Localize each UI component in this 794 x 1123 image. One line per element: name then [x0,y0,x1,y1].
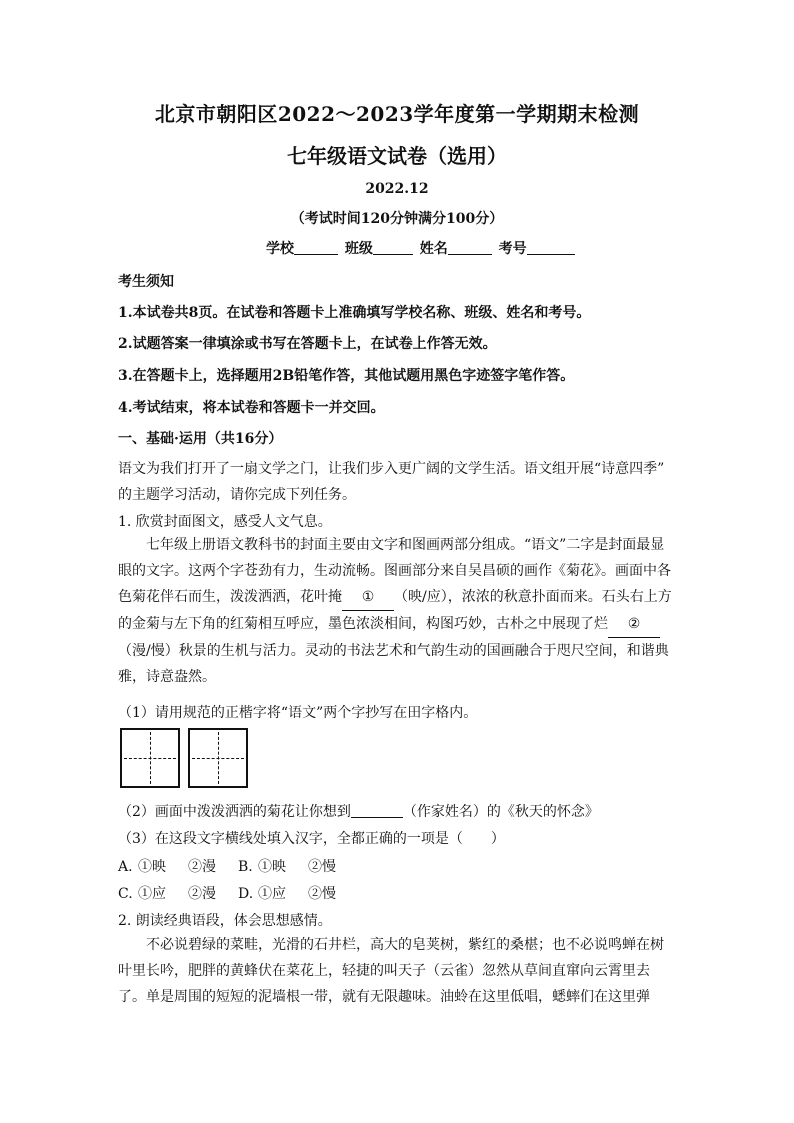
passage-line: 了。单是周围的短短的泥墙根一带，就有无限趣味。油蛉在这里低唱，蟋蟀们在这里弹 [118,989,650,1005]
name-label: 姓名 [419,241,448,257]
passage-line: 不必说碧绿的菜畦，光滑的石井栏，高大的皂荚树，紫红的桑椹；也不必说鸣蝉在树 [146,937,664,953]
option-c-label[interactable]: C. [118,886,133,902]
tianzige-cell[interactable] [120,728,180,788]
author-blank[interactable] [351,803,403,818]
option-c-choice2: ②漫 [188,886,216,902]
exam-duration: （考试时间120分钟满分100分） [290,211,504,227]
class-label: 班级 [344,241,373,257]
student-info-row [266,238,577,258]
passage-text: 色菊花伴石而生，泼泼洒洒，花叶掩 [118,589,342,605]
options-row [118,883,358,903]
section-heading: 一、基础·运用（共16分） [118,431,283,447]
exam-no-label: 考号 [498,241,527,257]
exam-date: 2022.12 [365,181,429,197]
exam-subtitle: 七年级语文试卷（选用） [287,144,507,168]
section-intro: 语文为我们打开了一扇文学之门，让我们步入更广阔的文学生活。语文组开展“诗意四季” [118,461,665,477]
passage-text: 的金菊与左下角的红菊相互呼应，墨色浓淡相间，构图巧妙，古朴之中展现了烂 [118,616,608,632]
notice-item: 2.试题答案一律填涂或书写在答题卡上，在试卷上作答无效。 [118,336,497,352]
section-intro: 的主题学习活动，请你完成下列任务。 [118,487,356,503]
exam-title: 北京市朝阳区2022～2023学年度第一学期期末检测 [154,102,640,126]
passage-line [118,611,658,638]
option-c-choice1: ①应 [138,886,166,902]
passage-line: 眼的文字。这两个字苍劲有力，生动流畅。图画部分来自吴昌硕的画作《菊花》。画面中各 [118,563,671,579]
option-a-choice1: ①映 [138,859,166,875]
option-d-choice1: ①应 [258,886,286,902]
notice-heading: 考生须知 [118,274,174,290]
question-1-sub-3: （3）在这段文字横线处填入汉字，全都正确的一项是（ ） [118,831,505,847]
grid-dash-v [150,732,151,784]
class-blank [373,240,413,255]
option-a-label[interactable]: A. [118,859,133,875]
options-row [118,856,358,876]
notice-item: 3.在答题卡上，选择题用2B铅笔作答，其他试题用黑色字迹签字笔作答。 [118,368,575,384]
option-b-choice1: ①映 [258,859,286,875]
sub2-text: （作家姓名）的《秋天的怀念》 [402,804,599,820]
grid-dash-v [218,732,219,784]
passage-line [118,584,672,611]
name-blank [448,240,492,255]
tianzige-cell[interactable] [188,728,248,788]
option-b-label[interactable]: B. [238,859,253,875]
passage-line: 雅，诗意盎然。 [118,669,216,685]
notice-item: 4.考试结束，将本试卷和答题卡一并交回。 [118,400,385,416]
question-1-sub-1: （1）请用规范的正楷字将“语文”两个字抄写在田字格内。 [118,705,478,721]
blank-1: ① [342,584,394,611]
school-label: 学校 [266,241,294,257]
option-d-label[interactable]: D. [238,886,254,902]
sub2-text: （2）画面中泼泼洒洒的菊花让你想到 [118,804,351,820]
question-1-title: 1. 欣赏封面图文，感受人文气息。 [118,514,332,530]
passage-line: 叶里长吟，肥胖的黄蜂伏在菜花上，轻捷的叫天子（云雀）忽然从草间直窜向云霄里去 [118,963,650,979]
school-blank [294,240,338,255]
question-1-passage [118,532,672,690]
question-2-passage [118,932,664,1010]
exam-no-blank [527,240,575,255]
option-d-choice2: ②慢 [308,886,336,902]
blank-2: ② [608,611,660,638]
passage-text: （映/应），浓浓的秋意扑面而来。石头右上方 [394,589,672,605]
question-2-title: 2. 朗读经典语段，体会思想感情。 [118,913,332,929]
option-a-choice2: ②漫 [188,859,216,875]
passage-line: （漫/慢）秋景的生机与活力。灵动的书法艺术和气韵生动的国画融合于咫尺空间，和谐典 [118,643,669,659]
notice-item: 1.本试卷共8页。在试卷和答题卡上准确填写学校名称、班级、姓名和考号。 [118,305,591,321]
passage-line: 七年级上册语文教科书的封面主要由文字和图画两部分组成。“语文”二字是封面最显 [146,537,665,553]
question-1-sub-2 [118,801,678,821]
option-b-choice2: ②慢 [308,859,336,875]
